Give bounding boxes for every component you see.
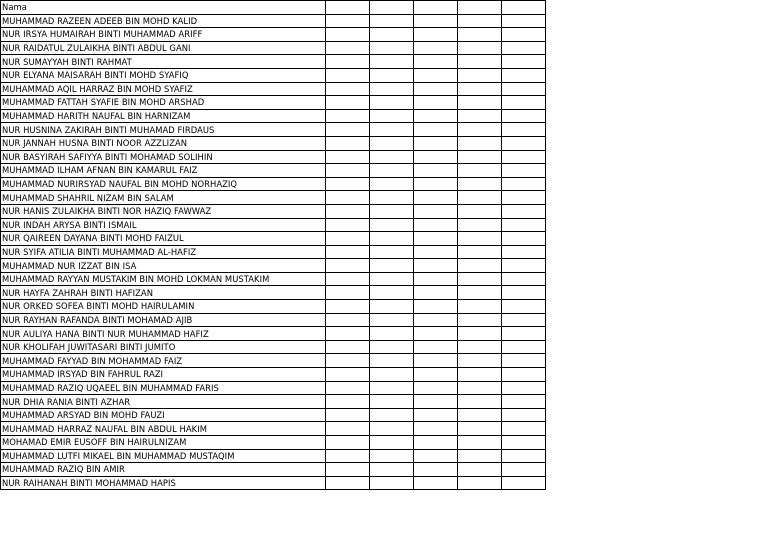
blank-cell[interactable] bbox=[370, 96, 414, 110]
blank-cell[interactable] bbox=[458, 191, 502, 205]
blank-cell[interactable] bbox=[502, 354, 546, 368]
blank-cell[interactable] bbox=[326, 14, 370, 28]
blank-cell[interactable] bbox=[502, 123, 546, 137]
header-cell-nama[interactable]: Nama bbox=[1, 1, 326, 15]
blank-cell[interactable] bbox=[370, 313, 414, 327]
student-name-cell[interactable]: MUHAMMAD FATTAH SYAFIE BIN MOHD ARSHAD bbox=[1, 96, 326, 110]
blank-cell[interactable] bbox=[458, 463, 502, 477]
blank-cell[interactable] bbox=[326, 150, 370, 164]
blank-cell[interactable] bbox=[370, 259, 414, 273]
blank-cell[interactable] bbox=[414, 395, 458, 409]
blank-cell[interactable] bbox=[326, 232, 370, 246]
student-name-cell[interactable]: MUHAMMAD HARITH NAUFAL BIN HARNIZAM bbox=[1, 109, 326, 123]
table-row bbox=[1, 286, 546, 300]
blank-cell[interactable] bbox=[370, 232, 414, 246]
blank-cell[interactable] bbox=[414, 476, 458, 490]
blank-cell[interactable] bbox=[326, 55, 370, 69]
blank-cell[interactable] bbox=[370, 164, 414, 178]
blank-cell[interactable] bbox=[326, 300, 370, 314]
blank-cell[interactable] bbox=[370, 449, 414, 463]
blank-cell[interactable] bbox=[458, 327, 502, 341]
student-name-cell[interactable]: MUHAMMAD IRSYAD BIN FAHRUL RAZI bbox=[1, 368, 326, 382]
blank-cell[interactable] bbox=[370, 381, 414, 395]
blank-cell[interactable] bbox=[326, 422, 370, 436]
table-row bbox=[1, 436, 546, 450]
table-row bbox=[1, 204, 546, 218]
blank-cell[interactable] bbox=[502, 259, 546, 273]
blank-cell[interactable] bbox=[414, 327, 458, 341]
blank-cell[interactable] bbox=[414, 82, 458, 96]
blank-cell[interactable] bbox=[458, 82, 502, 96]
header-blank-cell[interactable] bbox=[326, 1, 370, 15]
blank-cell[interactable] bbox=[326, 340, 370, 354]
blank-cell[interactable] bbox=[458, 136, 502, 150]
blank-cell[interactable] bbox=[370, 55, 414, 69]
blank-cell[interactable] bbox=[458, 476, 502, 490]
header-blank-cell[interactable] bbox=[414, 1, 458, 15]
blank-cell[interactable] bbox=[326, 28, 370, 42]
table-row bbox=[1, 272, 546, 286]
student-name-cell[interactable]: NUR RAIDATUL ZULAIKHA BINTI ABDUL GANI bbox=[1, 41, 326, 55]
blank-cell[interactable] bbox=[502, 476, 546, 490]
blank-cell[interactable] bbox=[458, 408, 502, 422]
blank-cell[interactable] bbox=[370, 368, 414, 382]
blank-cell[interactable] bbox=[414, 218, 458, 232]
student-name-cell[interactable]: NUR ORKED SOFEA BINTI MOHD HAIRULAMIN bbox=[1, 300, 326, 314]
blank-cell[interactable] bbox=[458, 449, 502, 463]
blank-cell[interactable] bbox=[326, 272, 370, 286]
table-row bbox=[1, 381, 546, 395]
student-name-cell[interactable]: NUR QAIREEN DAYANA BINTI MOHD FAIZUL bbox=[1, 232, 326, 246]
blank-cell[interactable] bbox=[370, 436, 414, 450]
blank-cell[interactable] bbox=[326, 313, 370, 327]
blank-cell[interactable] bbox=[414, 436, 458, 450]
blank-cell[interactable] bbox=[502, 68, 546, 82]
blank-cell[interactable] bbox=[414, 28, 458, 42]
blank-cell[interactable] bbox=[414, 136, 458, 150]
blank-cell[interactable] bbox=[370, 300, 414, 314]
table-row bbox=[1, 408, 546, 422]
blank-cell[interactable] bbox=[458, 245, 502, 259]
blank-cell[interactable] bbox=[414, 109, 458, 123]
blank-cell[interactable] bbox=[502, 300, 546, 314]
blank-cell[interactable] bbox=[414, 41, 458, 55]
blank-cell[interactable] bbox=[326, 395, 370, 409]
blank-cell[interactable] bbox=[326, 68, 370, 82]
blank-cell[interactable] bbox=[414, 422, 458, 436]
blank-cell[interactable] bbox=[370, 218, 414, 232]
blank-cell[interactable] bbox=[502, 449, 546, 463]
blank-cell[interactable] bbox=[458, 436, 502, 450]
blank-cell[interactable] bbox=[502, 368, 546, 382]
blank-cell[interactable] bbox=[502, 204, 546, 218]
table-row bbox=[1, 340, 546, 354]
blank-cell[interactable] bbox=[370, 123, 414, 137]
blank-cell[interactable] bbox=[458, 286, 502, 300]
blank-cell[interactable] bbox=[458, 354, 502, 368]
blank-cell[interactable] bbox=[370, 177, 414, 191]
student-name-cell[interactable]: MUHAMMAD ILHAM AFNAN BIN KAMARUL FAIZ bbox=[1, 164, 326, 178]
student-name-cell[interactable]: NUR HANIS ZULAIKHA BINTI NOR HAZIQ FAWWAZ bbox=[1, 204, 326, 218]
blank-cell[interactable] bbox=[326, 476, 370, 490]
table-row bbox=[1, 136, 546, 150]
student-name-cell[interactable]: MUHAMMAD RAYYAN MUSTAKIM BIN MOHD LOKMAN MUSTAKIM bbox=[1, 272, 326, 286]
table-row bbox=[1, 68, 546, 82]
blank-cell[interactable] bbox=[326, 82, 370, 96]
blank-cell[interactable] bbox=[414, 68, 458, 82]
table-row bbox=[1, 14, 546, 28]
blank-cell[interactable] bbox=[502, 272, 546, 286]
blank-cell[interactable] bbox=[326, 408, 370, 422]
blank-cell[interactable] bbox=[370, 422, 414, 436]
blank-cell[interactable] bbox=[502, 286, 546, 300]
blank-cell[interactable] bbox=[326, 245, 370, 259]
blank-cell[interactable] bbox=[458, 218, 502, 232]
student-name-cell[interactable]: MUHAMMAD LUTFI MIKAEL BIN MUHAMMAD MUSTAQIM bbox=[1, 449, 326, 463]
header-blank-cell[interactable] bbox=[458, 1, 502, 15]
blank-cell[interactable] bbox=[502, 436, 546, 450]
blank-cell[interactable] bbox=[458, 14, 502, 28]
student-name-cell[interactable]: MUHAMMAD AQIL HARRAZ BIN MOHD SYAFIZ bbox=[1, 82, 326, 96]
student-name-cell[interactable]: NUR RAIHANAH BINTI MOHAMMAD HAPIS bbox=[1, 476, 326, 490]
blank-cell[interactable] bbox=[458, 204, 502, 218]
blank-cell[interactable] bbox=[502, 82, 546, 96]
blank-cell[interactable] bbox=[326, 436, 370, 450]
table-row bbox=[1, 449, 546, 463]
blank-cell[interactable] bbox=[414, 300, 458, 314]
student-name-cell[interactable]: NUR AULIYA HANA BINTI NUR MUHAMMAD HAFIZ bbox=[1, 327, 326, 341]
blank-cell[interactable] bbox=[414, 245, 458, 259]
blank-cell[interactable] bbox=[458, 300, 502, 314]
blank-cell[interactable] bbox=[502, 177, 546, 191]
blank-cell[interactable] bbox=[414, 313, 458, 327]
blank-cell[interactable] bbox=[326, 327, 370, 341]
table-row bbox=[1, 177, 546, 191]
table-header-row bbox=[1, 1, 546, 15]
blank-cell[interactable] bbox=[458, 123, 502, 137]
blank-cell[interactable] bbox=[414, 381, 458, 395]
blank-cell[interactable] bbox=[370, 395, 414, 409]
blank-cell[interactable] bbox=[370, 272, 414, 286]
table-row bbox=[1, 41, 546, 55]
blank-cell[interactable] bbox=[370, 136, 414, 150]
blank-cell[interactable] bbox=[458, 96, 502, 110]
blank-cell[interactable] bbox=[414, 204, 458, 218]
blank-cell[interactable] bbox=[458, 259, 502, 273]
header-blank-cell[interactable] bbox=[370, 1, 414, 15]
blank-cell[interactable] bbox=[458, 313, 502, 327]
student-name-cell[interactable]: MUHAMMAD SHAHRIL NIZAM BIN SALAM bbox=[1, 191, 326, 205]
student-name-cell[interactable]: NUR BASYIRAH SAFIYYA BINTI MOHAMAD SOLIHIN bbox=[1, 150, 326, 164]
student-name-cell[interactable]: NUR DHIA RANIA BINTI AZHAR bbox=[1, 395, 326, 409]
blank-cell[interactable] bbox=[370, 286, 414, 300]
blank-cell[interactable] bbox=[458, 422, 502, 436]
table-row bbox=[1, 259, 546, 273]
table-row bbox=[1, 476, 546, 490]
blank-cell[interactable] bbox=[326, 109, 370, 123]
blank-cell[interactable] bbox=[326, 368, 370, 382]
blank-cell[interactable] bbox=[326, 449, 370, 463]
student-name-cell[interactable]: NUR RAYHAN RAFANDA BINTI MOHAMAD AJIB bbox=[1, 313, 326, 327]
table-row bbox=[1, 96, 546, 110]
blank-cell[interactable] bbox=[326, 177, 370, 191]
blank-cell[interactable] bbox=[458, 55, 502, 69]
blank-cell[interactable] bbox=[414, 150, 458, 164]
student-name-cell[interactable]: NUR ELYANA MAISARAH BINTI MOHD SYAFIQ bbox=[1, 68, 326, 82]
blank-cell[interactable] bbox=[326, 96, 370, 110]
blank-cell[interactable] bbox=[414, 463, 458, 477]
student-name-cell[interactable]: NUR INDAH ARYSA BINTI ISMAIL bbox=[1, 218, 326, 232]
table-row bbox=[1, 109, 546, 123]
blank-cell[interactable] bbox=[414, 55, 458, 69]
table-row bbox=[1, 218, 546, 232]
blank-cell[interactable] bbox=[370, 408, 414, 422]
table-row bbox=[1, 245, 546, 259]
blank-cell[interactable] bbox=[502, 245, 546, 259]
blank-cell[interactable] bbox=[326, 286, 370, 300]
blank-cell[interactable] bbox=[370, 340, 414, 354]
table-row bbox=[1, 150, 546, 164]
blank-cell[interactable] bbox=[370, 109, 414, 123]
student-name-cell[interactable]: MUHAMMAD RAZIQ UQAEEL BIN MUHAMMAD FARIS bbox=[1, 381, 326, 395]
blank-cell[interactable] bbox=[326, 463, 370, 477]
blank-cell[interactable] bbox=[502, 28, 546, 42]
blank-cell[interactable] bbox=[458, 28, 502, 42]
blank-cell[interactable] bbox=[502, 96, 546, 110]
blank-cell[interactable] bbox=[370, 463, 414, 477]
blank-cell[interactable] bbox=[326, 41, 370, 55]
student-name-cell[interactable]: NUR IRSYA HUMAIRAH BINTI MUHAMMAD ARIFF bbox=[1, 28, 326, 42]
blank-cell[interactable] bbox=[458, 41, 502, 55]
blank-cell[interactable] bbox=[502, 14, 546, 28]
blank-cell[interactable] bbox=[458, 381, 502, 395]
blank-cell[interactable] bbox=[502, 232, 546, 246]
blank-cell[interactable] bbox=[326, 381, 370, 395]
blank-cell[interactable] bbox=[458, 368, 502, 382]
table-row bbox=[1, 82, 546, 96]
student-name-cell[interactable]: MUHAMMAD ARSYAD BIN MOHD FAUZI bbox=[1, 408, 326, 422]
blank-cell[interactable] bbox=[458, 109, 502, 123]
blank-cell[interactable] bbox=[502, 408, 546, 422]
name-table-body bbox=[1, 1, 546, 490]
blank-cell[interactable] bbox=[326, 123, 370, 137]
student-name-cell[interactable]: NUR HUSNINA ZAKIRAH BINTI MUHAMAD FIRDAUS bbox=[1, 123, 326, 137]
blank-cell[interactable] bbox=[414, 191, 458, 205]
blank-cell[interactable] bbox=[458, 164, 502, 178]
table-row bbox=[1, 164, 546, 178]
blank-cell[interactable] bbox=[370, 14, 414, 28]
blank-cell[interactable] bbox=[326, 218, 370, 232]
blank-cell[interactable] bbox=[458, 272, 502, 286]
blank-cell[interactable] bbox=[502, 381, 546, 395]
student-name-cell[interactable]: MUHAMMAD RAZEEN ADEEB BIN MOHD KALID bbox=[1, 14, 326, 28]
blank-cell[interactable] bbox=[502, 41, 546, 55]
blank-cell[interactable] bbox=[370, 476, 414, 490]
blank-cell[interactable] bbox=[502, 463, 546, 477]
student-name-cell[interactable]: MUHAMMAD FAYYAD BIN MOHAMMAD FAIZ bbox=[1, 354, 326, 368]
blank-cell[interactable] bbox=[326, 136, 370, 150]
blank-cell[interactable] bbox=[414, 232, 458, 246]
blank-cell[interactable] bbox=[414, 96, 458, 110]
blank-cell[interactable] bbox=[502, 136, 546, 150]
blank-cell[interactable] bbox=[370, 150, 414, 164]
blank-cell[interactable] bbox=[502, 109, 546, 123]
blank-cell[interactable] bbox=[458, 177, 502, 191]
blank-cell[interactable] bbox=[414, 449, 458, 463]
blank-cell[interactable] bbox=[458, 150, 502, 164]
blank-cell[interactable] bbox=[414, 259, 458, 273]
blank-cell[interactable] bbox=[370, 82, 414, 96]
blank-cell[interactable] bbox=[458, 68, 502, 82]
blank-cell[interactable] bbox=[370, 28, 414, 42]
student-name-cell[interactable]: MUHAMMAD NURIRSYAD NAUFAL BIN MOHD NORHAZIQ bbox=[1, 177, 326, 191]
student-name-cell[interactable]: MUHAMMAD HARRAZ NAUFAL BIN ABDUL HAKIM bbox=[1, 422, 326, 436]
student-name-cell[interactable]: NUR JANNAH HUSNA BINTI NOOR AZZLIZAN bbox=[1, 136, 326, 150]
blank-cell[interactable] bbox=[414, 123, 458, 137]
student-name-cell[interactable]: NUR SUMAYYAH BINTI RAHMAT bbox=[1, 55, 326, 69]
table-row bbox=[1, 368, 546, 382]
table-row bbox=[1, 300, 546, 314]
student-name-cell[interactable]: MUHAMMAD NUR IZZAT BIN ISA bbox=[1, 259, 326, 273]
blank-cell[interactable] bbox=[502, 164, 546, 178]
table-row bbox=[1, 422, 546, 436]
student-name-cell[interactable]: MOHAMAD EMIR EUSOFF BIN HAIRULNIZAM bbox=[1, 436, 326, 450]
blank-cell[interactable] bbox=[370, 204, 414, 218]
blank-cell[interactable] bbox=[414, 164, 458, 178]
blank-cell[interactable] bbox=[414, 340, 458, 354]
table-row bbox=[1, 395, 546, 409]
student-name-cell[interactable]: MUHAMMAD RAZIQ BIN AMIR bbox=[1, 463, 326, 477]
blank-cell[interactable] bbox=[458, 395, 502, 409]
table-row bbox=[1, 354, 546, 368]
blank-cell[interactable] bbox=[370, 245, 414, 259]
blank-cell[interactable] bbox=[326, 354, 370, 368]
blank-cell[interactable] bbox=[502, 340, 546, 354]
blank-cell[interactable] bbox=[414, 368, 458, 382]
table-row bbox=[1, 28, 546, 42]
student-name-cell[interactable]: NUR HAYFA ZAHRAH BINTI HAFIZAN bbox=[1, 286, 326, 300]
blank-cell[interactable] bbox=[370, 41, 414, 55]
blank-cell[interactable] bbox=[502, 55, 546, 69]
table-row bbox=[1, 191, 546, 205]
blank-cell[interactable] bbox=[414, 177, 458, 191]
table-row bbox=[1, 463, 546, 477]
student-name-cell[interactable]: NUR SYIFA ATILIA BINTI MUHAMMAD AL-HAFIZ bbox=[1, 245, 326, 259]
blank-cell[interactable] bbox=[502, 313, 546, 327]
blank-cell[interactable] bbox=[458, 232, 502, 246]
table-row bbox=[1, 313, 546, 327]
blank-cell[interactable] bbox=[414, 408, 458, 422]
blank-cell[interactable] bbox=[502, 191, 546, 205]
blank-cell[interactable] bbox=[502, 150, 546, 164]
blank-cell[interactable] bbox=[370, 68, 414, 82]
blank-cell[interactable] bbox=[414, 14, 458, 28]
blank-cell[interactable] bbox=[414, 286, 458, 300]
blank-cell[interactable] bbox=[502, 395, 546, 409]
blank-cell[interactable] bbox=[326, 259, 370, 273]
blank-cell[interactable] bbox=[414, 272, 458, 286]
blank-cell[interactable] bbox=[370, 191, 414, 205]
table-row bbox=[1, 123, 546, 137]
blank-cell[interactable] bbox=[458, 340, 502, 354]
student-name-cell[interactable]: NUR KHOLIFAH JUWITASARI BINTI JUMITO bbox=[1, 340, 326, 354]
blank-cell[interactable] bbox=[502, 422, 546, 436]
header-blank-cell[interactable] bbox=[502, 1, 546, 15]
table-row bbox=[1, 232, 546, 246]
blank-cell[interactable] bbox=[502, 327, 546, 341]
blank-cell[interactable] bbox=[414, 354, 458, 368]
blank-cell[interactable] bbox=[326, 164, 370, 178]
blank-cell[interactable] bbox=[326, 204, 370, 218]
blank-cell[interactable] bbox=[370, 327, 414, 341]
blank-cell[interactable] bbox=[326, 191, 370, 205]
blank-cell[interactable] bbox=[502, 218, 546, 232]
table-row bbox=[1, 327, 546, 341]
table-row bbox=[1, 55, 546, 69]
blank-cell[interactable] bbox=[370, 354, 414, 368]
